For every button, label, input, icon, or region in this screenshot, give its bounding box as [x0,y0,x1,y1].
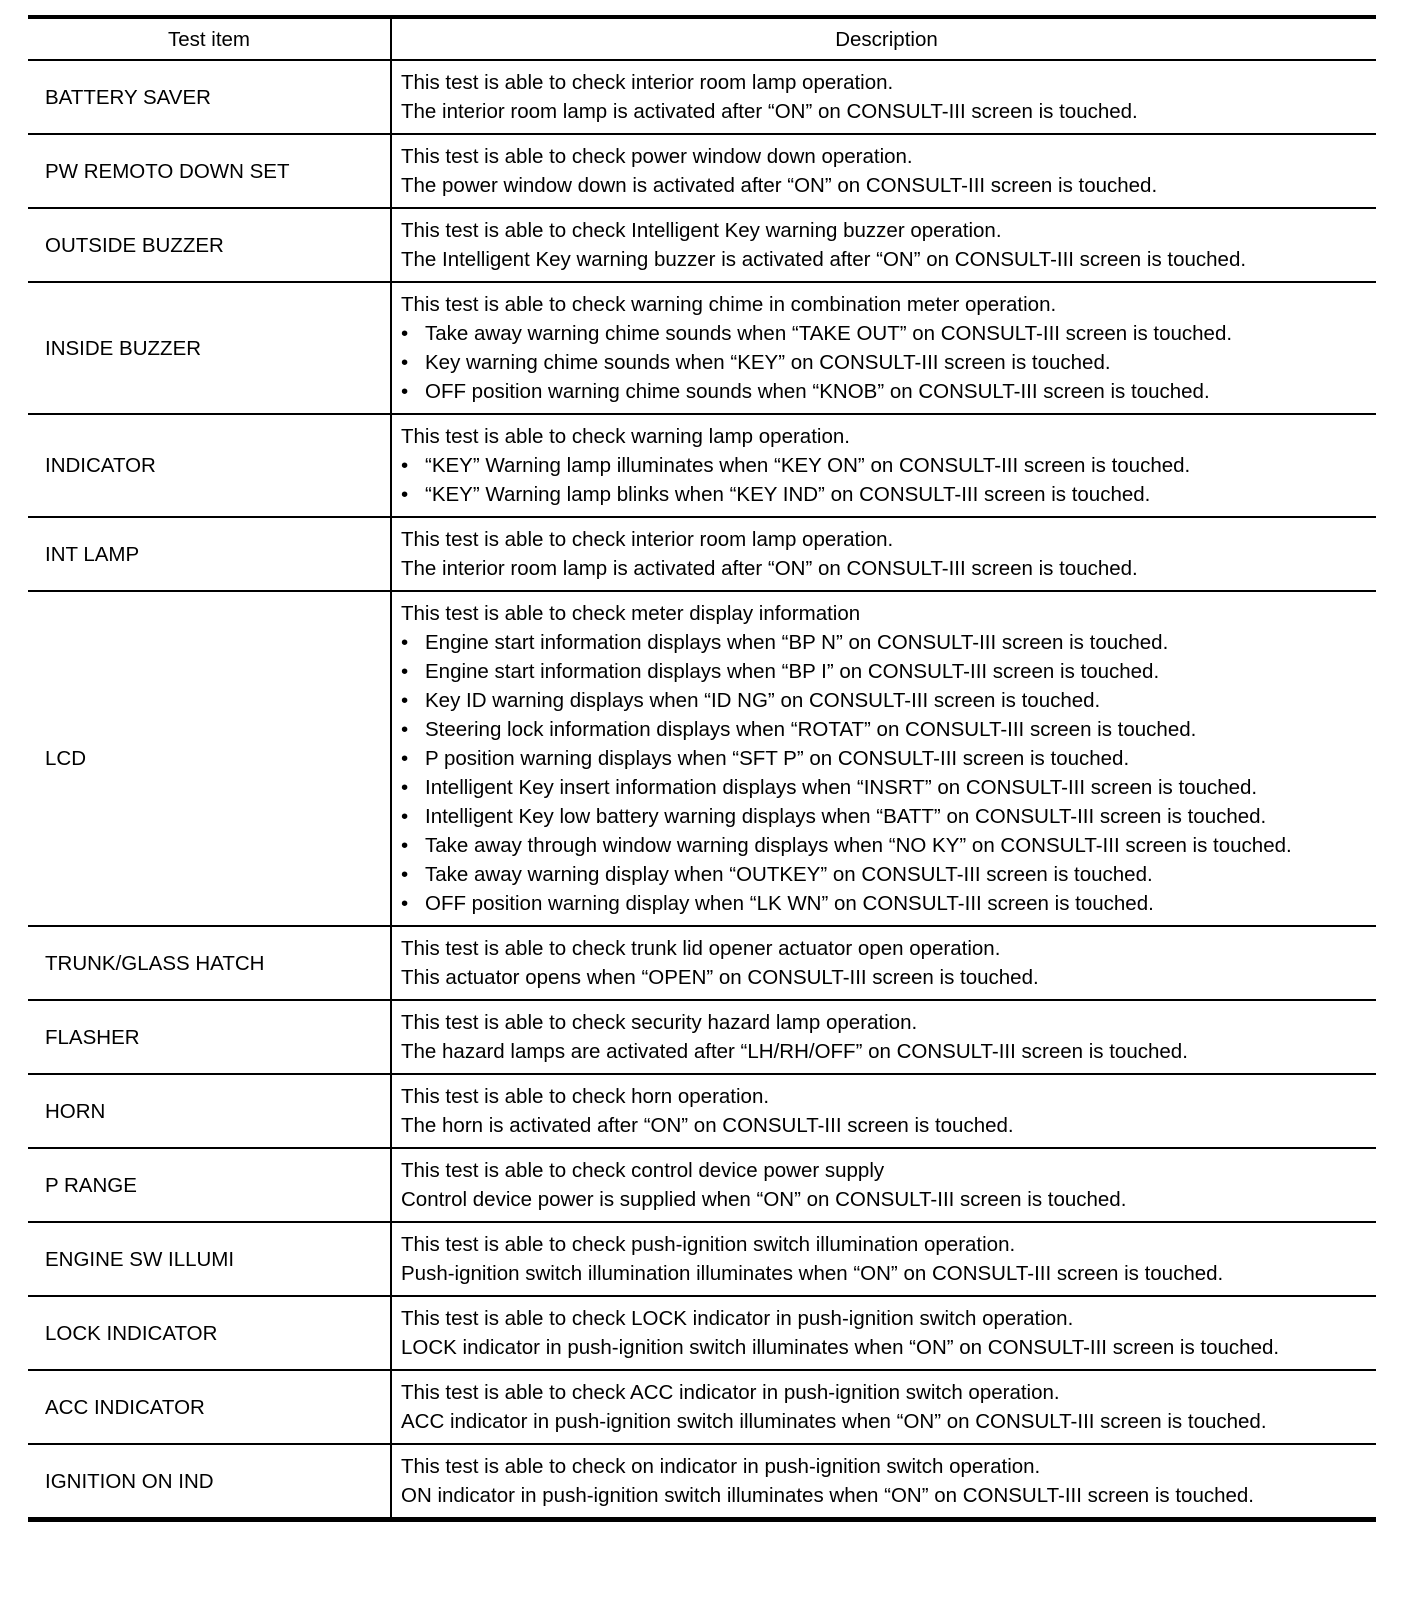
bullet-item [401,657,1372,686]
bullet-text: Engine start information displays when “BP I” on CONSULT-III screen is touched. [425,660,1160,683]
description-cell [391,926,1376,1000]
description-cell [391,1222,1376,1296]
description-line: This test is able to check ACC indicator in push-ignition switch operation. [401,1381,1060,1404]
description-cell [391,1074,1376,1148]
description-line: Push-ignition switch illumination illuminates when “ON” on CONSULT-III screen is touched. [401,1262,1224,1285]
description-line: The power window down is activated after “ON” on CONSULT-III screen is touched. [401,174,1158,197]
test-item-cell: OUTSIDE BUZZER [28,208,391,282]
table-row [28,134,1376,208]
bullet-item [401,831,1372,860]
bullet-icon: • [401,660,409,683]
bullet-text: “KEY” Warning lamp illuminates when “KEY ON” on CONSULT-III screen is touched. [425,454,1191,477]
description-line: This test is able to check power window down operation. [401,145,913,168]
test-item-cell: P RANGE [28,1148,391,1222]
description-cell [391,208,1376,282]
test-item-cell: ACC INDICATOR [28,1370,391,1444]
description-line: This test is able to check push-ignition switch illumination operation. [401,1233,1016,1256]
bullet-icon: • [401,834,409,857]
test-item-cell: TRUNK/GLASS HATCH [28,926,391,1000]
bullet-icon: • [401,747,409,770]
table-row [28,1370,1376,1444]
description-line: This test is able to check interior room lamp operation. [401,528,894,551]
bullet-text: Engine start information displays when “BP N” on CONSULT-III screen is touched. [425,631,1169,654]
description-line: This test is able to check meter display information [401,602,861,625]
description-line: This test is able to check LOCK indicator in push-ignition switch operation. [401,1307,1074,1330]
bullet-text: OFF position warning chime sounds when “KNOB” on CONSULT-III screen is touched. [425,380,1210,403]
table-row [28,926,1376,1000]
bullet-icon: • [401,776,409,799]
table-row [28,1000,1376,1074]
bullet-item [401,889,1372,918]
bullet-icon: • [401,322,409,345]
description-line: Control device power is supplied when “ON” on CONSULT-III screen is touched. [401,1188,1127,1211]
bullet-text: OFF position warning display when “LK WN” on CONSULT-III screen is touched. [425,892,1154,915]
bullet-text: “KEY” Warning lamp blinks when “KEY IND” on CONSULT-III screen is touched. [425,483,1151,506]
description-cell [391,517,1376,591]
description-line: The Intelligent Key warning buzzer is activated after “ON” on CONSULT-III screen is touched. [401,248,1247,271]
description-cell [391,134,1376,208]
bullet-item [401,480,1372,509]
description-line: The interior room lamp is activated after “ON” on CONSULT-III screen is touched. [401,100,1138,123]
bullet-item [401,715,1372,744]
bullet-item [401,860,1372,889]
test-item-cell: BATTERY SAVER [28,60,391,134]
table-row [28,1222,1376,1296]
table-row [28,414,1376,517]
bullet-item [401,377,1372,406]
bullet-icon: • [401,689,409,712]
table-row [28,60,1376,134]
bullet-text: Key ID warning displays when “ID NG” on CONSULT-III screen is touched. [425,689,1101,712]
bullet-icon: • [401,805,409,828]
table-row [28,1148,1376,1222]
test-item-cell: PW REMOTO DOWN SET [28,134,391,208]
description-line: The horn is activated after “ON” on CONSULT-III screen is touched. [401,1114,1014,1137]
test-item-cell: LCD [28,591,391,926]
description-cell [391,1000,1376,1074]
description-line: ON indicator in push-ignition switch illuminates when “ON” on CONSULT-III screen is touched. [401,1484,1254,1507]
description-line: This test is able to check horn operation. [401,1085,770,1108]
bullet-text: Intelligent Key insert information displays when “INSRT” on CONSULT-III screen is touched. [425,776,1258,799]
table-row [28,208,1376,282]
description-line: This test is able to check interior room lamp operation. [401,71,894,94]
bullet-item [401,451,1372,480]
bullet-text: Intelligent Key low battery warning displays when “BATT” on CONSULT-III screen is touched. [425,805,1267,828]
description-cell [391,282,1376,414]
bullet-item [401,348,1372,377]
bullet-item [401,802,1372,831]
bullet-icon: • [401,483,409,506]
description-cell [391,414,1376,517]
description-cell [391,1148,1376,1222]
header-test-item: Test item [28,17,391,60]
description-cell [391,1296,1376,1370]
bullet-icon: • [401,454,409,477]
bullet-text: Take away warning display when “OUTKEY” on CONSULT-III screen is touched. [425,863,1153,886]
bullet-item [401,773,1372,802]
description-line: This test is able to check on indicator in push-ignition switch operation. [401,1455,1041,1478]
bullet-icon: • [401,631,409,654]
description-line: The interior room lamp is activated after “ON” on CONSULT-III screen is touched. [401,557,1138,580]
test-item-cell: ENGINE SW ILLUMI [28,1222,391,1296]
header-description: Description [391,17,1376,60]
table-row [28,282,1376,414]
bullet-item [401,744,1372,773]
table-row [28,1074,1376,1148]
description-line: LOCK indicator in push-ignition switch illuminates when “ON” on CONSULT-III screen is touched. [401,1336,1280,1359]
table-row [28,591,1376,926]
description-cell [391,591,1376,926]
description-cell [391,1370,1376,1444]
bullet-item [401,628,1372,657]
bullet-icon: • [401,380,409,403]
description-line: This test is able to check trunk lid opener actuator open operation. [401,937,1001,960]
description-cell [391,1444,1376,1520]
bullet-item [401,686,1372,715]
bullet-text: Key warning chime sounds when “KEY” on CONSULT-III screen is touched. [425,351,1111,374]
test-item-cell: INSIDE BUZZER [28,282,391,414]
description-line: The hazard lamps are activated after “LH/RH/OFF” on CONSULT-III screen is touched. [401,1040,1188,1063]
bullet-item [401,319,1372,348]
description-line: This test is able to check control device power supply [401,1159,885,1182]
table-row [28,1444,1376,1520]
description-line: This test is able to check warning chime in combination meter operation. [401,293,1057,316]
bullet-icon: • [401,718,409,741]
test-item-table [28,15,1376,1522]
description-line: This actuator opens when “OPEN” on CONSULT-III screen is touched. [401,966,1039,989]
bullet-icon: • [401,863,409,886]
bullet-icon: • [401,351,409,374]
description-line: This test is able to check warning lamp operation. [401,425,850,448]
test-item-cell: LOCK INDICATOR [28,1296,391,1370]
bullet-text: Take away through window warning displays when “NO KY” on CONSULT-III screen is touched. [425,834,1292,857]
bullet-text: Take away warning chime sounds when “TAKE OUT” on CONSULT-III screen is touched. [425,322,1233,345]
table-row [28,517,1376,591]
description-line: This test is able to check Intelligent Key warning buzzer operation. [401,219,1002,242]
test-item-cell: IGNITION ON IND [28,1444,391,1520]
test-item-cell: INDICATOR [28,414,391,517]
bullet-text: P position warning displays when “SFT P” on CONSULT-III screen is touched. [425,747,1130,770]
table-body [28,60,1376,1520]
description-line: This test is able to check security hazard lamp operation. [401,1011,918,1034]
description-cell [391,60,1376,134]
header-row [28,17,1376,60]
bullet-text: Steering lock information displays when “ROTAT” on CONSULT-III screen is touched. [425,718,1197,741]
test-item-cell: FLASHER [28,1000,391,1074]
test-item-cell: HORN [28,1074,391,1148]
table-row [28,1296,1376,1370]
test-item-cell: INT LAMP [28,517,391,591]
bullet-icon: • [401,892,409,915]
description-line: ACC indicator in push-ignition switch illuminates when “ON” on CONSULT-III screen is touched. [401,1410,1267,1433]
